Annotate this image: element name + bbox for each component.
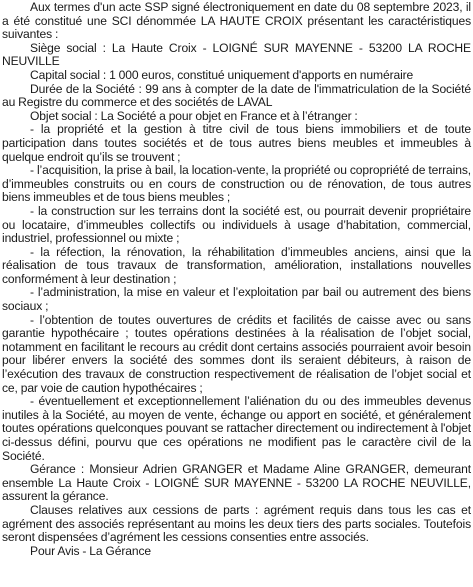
notice-purpose-item: - la propriété et la gestion à titre civil de tous biens immobiliers et de toute participation dans toutes sociétés et de tous autres biens meubles et immeubles à quelque endroit qu’ils se trouvent ;: [2, 122, 471, 164]
notice-purpose-item: - éventuellement et exceptionnellement l’aliénation du ou des immeubles devenus inutiles à la Société, au moyen de vente, échange ou apport en société, et généralement toutes opérations quelconques pouvant se rattacher directement ou indirectement à l'objet ci-dessus défini, pourvu que ces opérations ne modifient pas le caractère civil de la Société.: [2, 394, 471, 463]
notice-purpose-heading: Objet social : La Société a pour objet en France et à l’étranger :: [30, 108, 358, 123]
notice-share-capital: Capital social : 1 000 euros, constitué uniquement d'apports en numéraire: [30, 67, 414, 82]
notice-purpose-item: - l’acquisition, la prise à bail, la location-vente, la propriété ou copropriété de terrains, d’immeubles construits ou en cours de construction ou de rénovation, de tous autres biens immeubles et de tous biens meubles ;: [2, 163, 471, 205]
notice-purpose-item: - la construction sur les terrains dont la société est, ou pourrait devenir propriétaire ou locataire, d’immeubles collectifs ou individuels à usage d’habitation, commercial, industriel, professionnel ou mixte ;: [2, 203, 471, 246]
notice-registered-office: Siège social : La Haute Croix - LOIGNÉ SUR MAYENNE - 53200 LA ROCHE NEUVILLE: [2, 40, 471, 69]
notice-management: Gérance : Monsieur Adrien GRANGER et Madame Aline GRANGER, demeurant ensemble La Haute Croix - LOIGNÉ SUR MAYENNE - 53200 LA ROCHE NEUVILLE, assurent la gérance.: [2, 462, 471, 504]
notice-purpose-item: - la réfection, la rénovation, la réhabilitation d’immeubles anciens, ainsi que la réalisation de tous travaux de transformation, amélioration, installations nouvelles conformément à leur destination ;: [2, 244, 471, 286]
notice-purpose-item: - l’administration, la mise en valeur et l’exploitation par bail ou autrement des biens sociaux ;: [2, 285, 471, 314]
notice-intro: Aux termes d'un acte SSP signé électroniquement en date du 08 septembre 2023, il a été constitué une SCI dénommée LA HAUTE CROIX présentant les caractéristiques suivantes :: [2, 0, 471, 42]
notice-purpose-item: - l’obtention de toutes ouvertures de crédits et facilités de caisse avec ou sans garantie hypothécaire ; toutes opérations destinées à la réalisation de l’objet social, notamment en facilitant le recours au crédit dont certains associés pourraient avoir besoin pour libérer envers la société des sommes dont ils seraient débiteurs, à raison de l’exécution des travaux de construction respectivement de réalisation de l’objet social et ce, par voie de caution hypothécaires ;: [2, 312, 471, 395]
notice-signature: Pour Avis - La Gérance: [30, 543, 151, 558]
notice-duration: Durée de la Société : 99 ans à compter de la date de l'immatriculation de la Société au Registre du commerce et des sociétés de LAVAL: [2, 81, 471, 110]
notice-transfer-clauses: Clauses relatives aux cessions de parts : agrément requis dans tous les cas et agrément des associés représentant au moins les deux tiers des parts sociales. Toutefois seront dispensées d’agrément les cessions consenties entre associés.: [2, 502, 471, 545]
